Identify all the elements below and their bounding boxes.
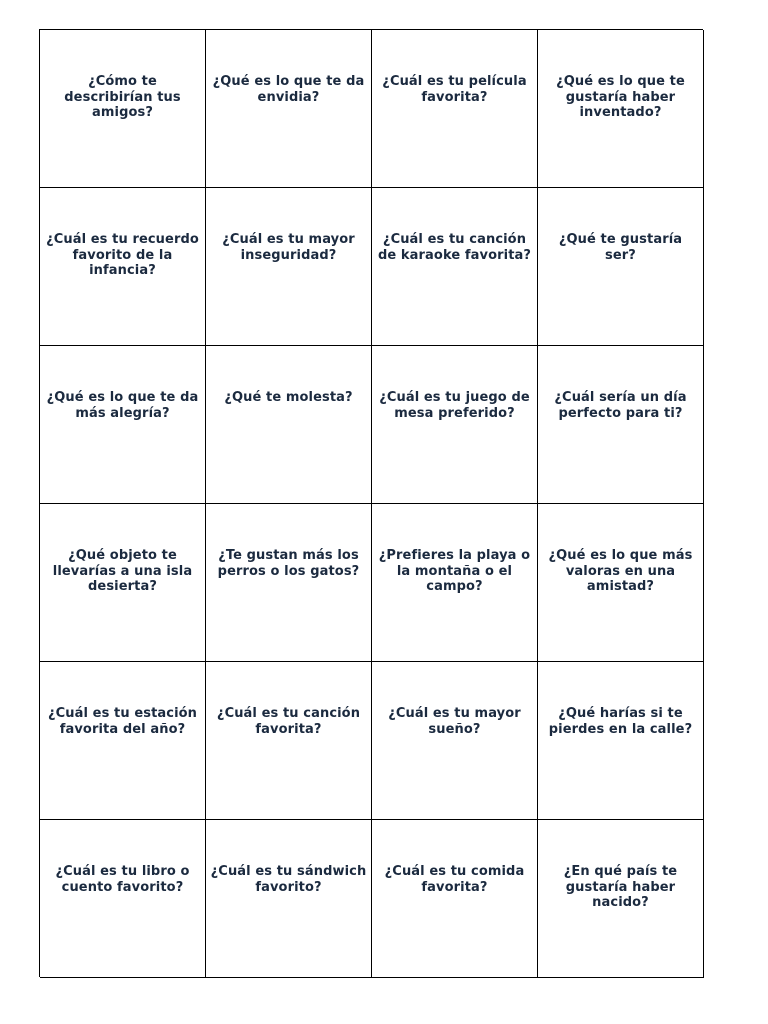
question-text: ¿Qué objeto te llevarías a una isla desierta? — [52, 548, 193, 594]
question-card — [206, 188, 372, 346]
question-card-grid — [39, 29, 703, 977]
question-card — [538, 346, 704, 504]
question-card — [40, 30, 206, 188]
question-card — [40, 346, 206, 504]
question-card — [206, 346, 372, 504]
question-card — [206, 504, 372, 662]
question-card — [372, 504, 538, 662]
question-card — [40, 820, 206, 978]
question-card — [538, 504, 704, 662]
question-card — [372, 662, 538, 820]
question-text: ¿Cuál es tu película favorita? — [382, 74, 527, 105]
question-card — [372, 820, 538, 978]
question-card — [40, 662, 206, 820]
question-card — [40, 504, 206, 662]
question-card — [206, 820, 372, 978]
question-text: ¿Cuál es tu estación favorita del año? — [47, 706, 198, 737]
question-text: ¿Cuál es tu comida favorita? — [384, 864, 525, 895]
question-text: ¿Cuál es tu mayor inseguridad? — [222, 232, 355, 263]
question-card — [538, 662, 704, 820]
question-text: ¿En qué país te gustaría haber nacido? — [563, 864, 678, 910]
question-text: ¿Cuál es tu libro o cuento favorito? — [55, 864, 190, 895]
question-text: ¿Qué te gustaría ser? — [558, 232, 683, 263]
question-text: ¿Cuál sería un día perfecto para ti? — [554, 390, 687, 421]
question-text: ¿Qué harías si te pierdes en la calle? — [548, 706, 693, 737]
question-text: ¿Te gustan más los perros o los gatos? — [217, 548, 360, 579]
question-text: ¿Qué es lo que más valoras en una amistad? — [548, 548, 693, 594]
question-text: ¿Cuál es tu canción de karaoke favorita? — [377, 232, 532, 263]
question-text: ¿Cómo te describirían tus amigos? — [64, 74, 181, 120]
question-card — [538, 30, 704, 188]
question-text: ¿Qué es lo que te da más alegría? — [46, 390, 199, 421]
question-card — [372, 30, 538, 188]
question-card — [372, 188, 538, 346]
question-text: ¿Cuál es tu recuerdo favorito de la infancia? — [46, 232, 199, 278]
question-text: ¿Cuál es tu mayor sueño? — [388, 706, 521, 737]
question-text: ¿Cuál es tu sándwich favorito? — [210, 864, 367, 895]
question-text: ¿Qué es lo que te da envidia? — [212, 74, 365, 105]
question-card — [538, 820, 704, 978]
question-card — [40, 188, 206, 346]
question-card — [206, 30, 372, 188]
question-card — [538, 188, 704, 346]
question-card — [206, 662, 372, 820]
question-text: ¿Prefieres la playa o la montaña o el campo? — [378, 548, 531, 594]
question-card — [372, 346, 538, 504]
question-text: ¿Cuál es tu canción favorita? — [216, 706, 361, 737]
question-text: ¿Qué te molesta? — [224, 390, 353, 405]
question-text: ¿Cuál es tu juego de mesa preferido? — [379, 390, 530, 421]
question-text: ¿Qué es lo que te gustaría haber inventado? — [556, 74, 685, 120]
